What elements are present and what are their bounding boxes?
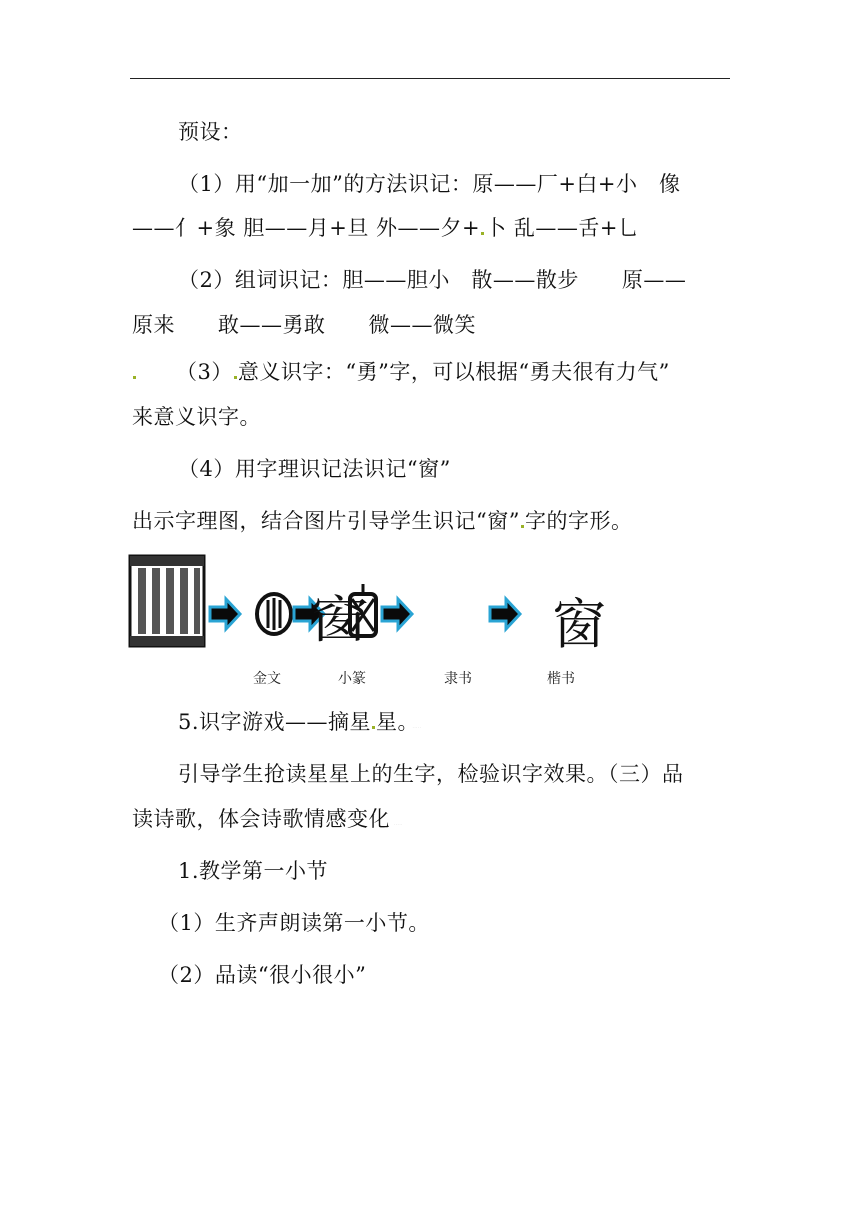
para-3-text: 意义识字：“勇”字，可以根据“勇夫很有力气” — [237, 360, 670, 384]
para-5-b: 字的字形。 — [524, 509, 633, 533]
para-4: （4）用字理识记法识记“窗” — [178, 457, 451, 481]
guide-line-1: 引导学生抢读星星上的生字，检验识字效果。（三）品 — [178, 762, 684, 786]
teach-step-2: （2）品读“很小很小” — [158, 963, 367, 987]
para-1-line-2a: ——亻+象 胆——月+旦 外——夕+ — [132, 216, 481, 240]
arrow-icon — [210, 599, 240, 629]
para-3-line-1 — [132, 356, 670, 386]
word-game-b: 星。 — [376, 710, 409, 734]
caption-jinwen: 金文 — [253, 671, 281, 687]
para-1-line-2b: 卜 乱——舌+乚 — [485, 216, 640, 240]
caption-kaishu: 楷书 — [547, 671, 575, 687]
para-5-a: 出示字理图，结合图片引导学生识记“窗” — [132, 509, 520, 533]
arrow-icon — [382, 599, 412, 629]
tiny-mark: ····· — [394, 822, 403, 827]
highlight-dot — [133, 376, 136, 379]
teach-section-1: 1.教学第一小节 — [178, 859, 329, 883]
para-5 — [132, 505, 632, 535]
pictograph-window-image — [130, 556, 204, 646]
guide-line-2-text: 读诗歌，体会诗歌情感变化 — [132, 807, 390, 831]
para-1-line-1: （1）用“加一加”的方法识记：原——厂+白+小 像 — [178, 172, 681, 196]
para-1-line-2 — [132, 212, 639, 242]
guide-line-2 — [132, 803, 403, 833]
para-2-line-2: 原来 敢——勇敢 微——微笑 — [132, 313, 476, 337]
highlight-dot — [521, 525, 524, 528]
header-rule — [130, 78, 730, 79]
word-game — [178, 706, 421, 736]
bronze-script-glyph — [257, 594, 291, 634]
clerical-script-char: 窗 — [309, 591, 369, 649]
highlight-dot — [481, 232, 484, 235]
highlight-dot — [234, 376, 237, 379]
arrow-icon — [490, 599, 520, 629]
regular-script-char: 窗 — [552, 593, 606, 656]
para-2-line-1: （2）组词识记：胆——胆小 散——散步 原—— — [178, 268, 687, 292]
caption-xiaozhuan: 小篆 — [338, 671, 366, 687]
teach-step-1: （1）生齐声朗读第一小节。 — [158, 911, 430, 935]
word-game-a: 5.识字游戏——摘星 — [178, 710, 372, 734]
preset-label: 预设： — [178, 120, 243, 144]
tiny-mark: ····· — [412, 725, 422, 730]
highlight-dot — [372, 726, 375, 729]
caption-lishu: 隶书 — [444, 671, 472, 687]
para-3-line-2: 来意义识字。 — [132, 405, 261, 429]
para-3-num: （3） — [176, 360, 233, 384]
